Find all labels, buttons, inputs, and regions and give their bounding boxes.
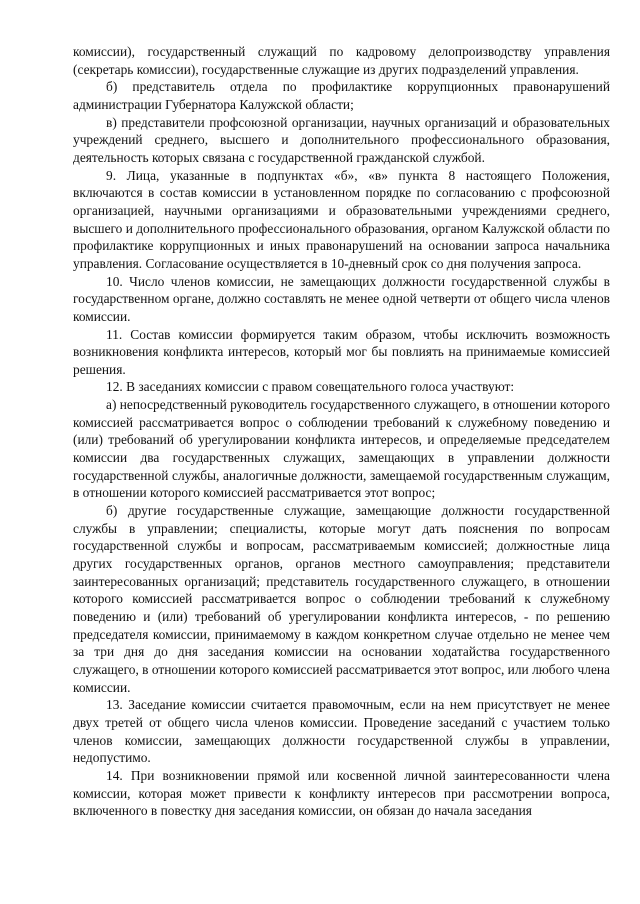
paragraph-13: 13. Заседание комиссии считается правомочным, если на нем присутствует не менее двух третей от общего числа членов комиссии. Проведение заседаний с участием только членов комиссии, замещающих должности государственной службы в управлении, недопустимо.	[73, 697, 610, 766]
paragraph-b-representative: б) представитель отдела по профилактике коррупционных правонарушений администрации Губернатора Калужской области;	[73, 79, 610, 112]
paragraph-10: 10. Число членов комиссии, не замещающих должности государственной службы в государственном органе, должно составлять не менее одной четверти от общего числа членов комиссии.	[73, 273, 610, 324]
paragraph-12-b: б) другие государственные служащие, замещающие должности государственной службы в управлении; специалисты, которые могут дать пояснения по вопросам государственной службы и вопросам, рассматриваемым комиссией; должностные лица других государственных органов, органов местного самоуправления; представители заинтересованных организаций; представитель государственного служащего, в отношении которого комиссией рассматривается вопрос о соблюдении требований к служебному поведению и (или) требований об урегулировании конфликта интересов, - по решению председателя комиссии, принимаемому в каждом конкретном случае отдельно не менее чем за три дня до дня заседания комиссии на основании ходатайства государственного служащего, в отношении которого комиссией рассматривается этот вопрос, или любого члена комиссии.	[73, 503, 610, 695]
paragraph-12-a: а) непосредственный руководитель государственного служащего, в отношении которого комиссией рассматривается вопрос о соблюдении требований к служебному поведению и (или) требований об урегулировании конфликта интересов, и определяемые председателем комиссии два государственных служащих, замещающих в управлении должности государственной службы, аналогичные должности, замещаемой государственным служащим, в отношении которого комиссией рассматривается этот вопрос;	[73, 397, 610, 501]
paragraph-9: 9. Лица, указанные в подпунктах «б», «в» пункта 8 настоящего Положения, включаются в состав комиссии в установленном порядке по согласованию с профсоюзной организацией, научными организациями и образовательными учреждениями среднего, высшего и дополнительного профессионального образования, органом Калужской области по профилактике коррупционных и иных правонарушений на основании запроса начальника управления. Согласование осуществляется в 10-дневный срок со дня получения запроса.	[73, 167, 610, 271]
paragraph-12: 12. В заседаниях комиссии с правом совещательного голоса участвуют:	[106, 379, 515, 395]
paragraph-continuation: комиссии), государственный служащий по кадровому делопроизводству управления (секретарь комиссии), государственные служащие из других подразделений управления.	[73, 44, 610, 77]
paragraph-14: 14. При возникновении прямой или косвенной личной заинтересованности члена комиссии, которая может привести к конфликту интересов при рассмотрении вопроса, включенного в повестку дня заседания комиссии, он обязан до начала заседания	[73, 767, 610, 819]
paragraph-11: 11. Состав комиссии формируется таким образом, чтобы исключить возможность возникновения конфликта интересов, который мог бы повлиять на принимаемые комиссией решения.	[73, 326, 610, 377]
paragraph-v-representatives: в) представители профсоюзной организации, научных организаций и образовательных учреждений среднего, высшего и дополнительного профессионального образования, деятельность которых связана с государственной гражданской службой.	[73, 114, 610, 165]
